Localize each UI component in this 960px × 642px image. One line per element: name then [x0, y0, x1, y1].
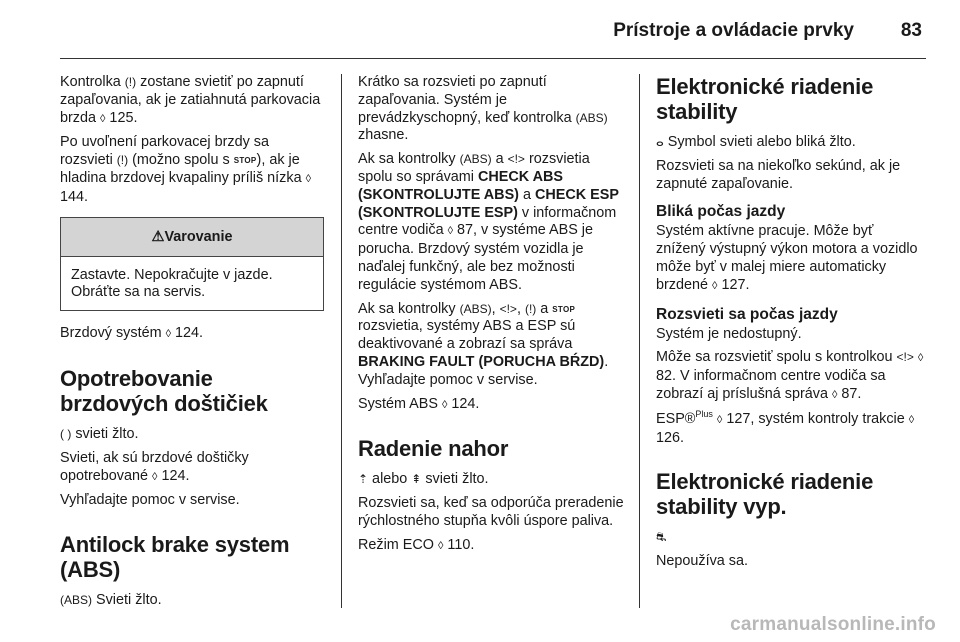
- page-ref-icon: ◊: [447, 225, 454, 238]
- page-ref-icon: ◊: [831, 388, 838, 401]
- section-heading-brake-pads: Opotrebovanie brzdových doštičiek: [60, 365, 268, 416]
- page-ref-icon: ◊: [917, 352, 924, 365]
- abs-icon: (ABS): [575, 110, 608, 125]
- page-ref-icon: ◊: [908, 413, 915, 426]
- paragraph: Brzdový systém ◊ 124.: [60, 325, 204, 342]
- column-divider-2: [639, 74, 640, 608]
- column-divider-1: [341, 74, 342, 608]
- paragraph: Ak sa kontrolky (ABS), <!>, (!) a STOP rozsvietia, systémy ABS a ESP sú deaktivované a zobrazí sa správa BRAKING FAULT (PORUCHA BŔZD). Vyhľadajte pomoc v servise.: [358, 300, 609, 388]
- paragraph: ( ) svieti žlto.: [60, 425, 139, 442]
- warning-box: [60, 217, 324, 312]
- esp-icon: <!>: [507, 152, 525, 167]
- subheading-blinks: Bliká počas jazdy: [656, 203, 786, 221]
- page-ref-icon: ◊: [716, 413, 723, 426]
- paragraph: [656, 529, 926, 547]
- paragraph: ⴰ Symbol svieti alebo bliká žlto.: [656, 134, 856, 150]
- page-ref-icon: ◊: [152, 470, 158, 483]
- paragraph: Ak sa kontrolky (ABS) a <!> rozsvietia spolu so správami CHECK ABS (SKONTROLUJTE ABS) a CHECK ESP (SKONTROLUJTE ESP) v informačnom centre vodiča ◊ 87, v systéme ABS je porucha. Brzdový systém vozidla je naďalej funkčný, ale bez možnosti regulácie systémom ABS.: [358, 151, 619, 293]
- abs-icon: (ABS): [459, 301, 492, 316]
- paragraph: ⇡ alebo ⇞ svieti žlto.: [358, 471, 489, 488]
- paragraph: Kontrolka (!) zostane svietiť po zapnutí zapaľovania, ak je zatiahnutá parkovacia brzda ◊ 125.: [60, 74, 321, 126]
- paragraph: Po uvoľnení parkovacej brzdy sa rozsvieti (!) (možno spolu s STOP), ak je hladina brzdovej kvapaliny príliš nízka ◊ 144.: [60, 134, 312, 205]
- paragraph: Vyhľadajte pomoc v servise.: [60, 492, 240, 509]
- esc-off-icon: ⛐: [656, 530, 667, 545]
- warning-text: Zastavte. Nepokračujte v jazde. Obráťte sa na servis.: [71, 266, 273, 301]
- brake-warning-icon: (!): [524, 301, 537, 316]
- column-1: [60, 74, 324, 616]
- esp-icon: <!>: [499, 301, 517, 316]
- paragraph: Systém ABS ◊ 124.: [358, 395, 480, 412]
- paragraph: Môže sa rozsvietiť spolu s kontrolkou <!> ◊ 82. V informačnom centre vodiča sa zobrazí aj príslušná správa ◊ 87.: [656, 349, 924, 402]
- section-heading-upshift: Radenie nahor: [358, 436, 509, 462]
- section-heading-abs: Antilock brake system (ABS): [60, 532, 290, 583]
- page-title: Prístroje a ovládacie prvky: [613, 20, 854, 41]
- page-ref-icon: ◊: [712, 279, 718, 292]
- page-ref-icon: ◊: [165, 328, 171, 341]
- watermark: carmanualsonline.info: [730, 614, 936, 635]
- page-header: [60, 0, 926, 59]
- paragraph: Svieti, ak sú brzdové doštičky opotrebované ◊ 124.: [60, 449, 249, 484]
- paragraph: Systém aktívne pracuje. Môže byť znížený výstupný výkon motora a vozidlo môže byť v malej miere automaticky brzdené ◊ 127.: [656, 223, 918, 293]
- paragraph: Systém je nedostupný.: [656, 325, 802, 342]
- esc-icon: ⴰ: [656, 135, 664, 149]
- paragraph: Rozsvieti sa, keď sa odporúča preradenie rýchlostného stupňa kvôli úspore paliva.: [358, 495, 624, 529]
- abs-icon: (ABS): [459, 152, 492, 167]
- paragraph: Nepoužíva sa.: [656, 553, 748, 570]
- section-heading-esc-off: Elektronické riadenie stability vyp.: [656, 469, 874, 520]
- upshift-alt-icon: ⇞: [411, 472, 422, 487]
- stop-icon: STOP: [552, 304, 576, 314]
- page-ref-icon: ◊: [305, 172, 312, 185]
- page-ref-icon: ◊: [437, 539, 444, 552]
- paragraph: Režim ECO ◊ 110.: [358, 536, 475, 553]
- subheading-lit: Rozsvieti sa počas jazdy: [656, 305, 838, 323]
- column-2: [358, 74, 624, 562]
- page-ref-icon: ◊: [100, 112, 106, 125]
- brake-pad-icon: ( ): [60, 426, 72, 441]
- brake-warning-icon: (!): [116, 153, 129, 168]
- abs-icon: (ABS): [60, 593, 93, 608]
- paragraph: Krátko sa rozsvieti po zapnutí zapaľovania. Systém je prevádzkyschopný, keď kontrolka (ABS) zhasne.: [358, 74, 608, 144]
- paragraph: ESP®$^{Plus}$ ◊ 127, systém kontroly trakcie ◊ 126.: [656, 408, 915, 446]
- warning-title: Varovanie: [164, 228, 233, 245]
- warning-triangle-icon: ⚠: [151, 228, 165, 245]
- stop-icon: STOP: [233, 156, 257, 166]
- column-3: [656, 74, 926, 577]
- brake-warning-icon: (!): [124, 75, 137, 89]
- page-number: 83: [900, 20, 922, 41]
- warning-header: [61, 218, 323, 257]
- section-heading-esc: Elektronické riadenie stability: [656, 74, 874, 124]
- page-ref-icon: ◊: [441, 398, 448, 411]
- plus-superscript: Plus: [695, 408, 713, 419]
- upshift-icon: ⇡: [358, 472, 369, 487]
- paragraph: Rozsvieti sa na niekoľko sekúnd, ak je zapnuté zapaľovanie.: [656, 157, 901, 192]
- esp-icon: <!>: [896, 350, 914, 365]
- paragraph: (ABS) Svieti žlto.: [60, 592, 162, 609]
